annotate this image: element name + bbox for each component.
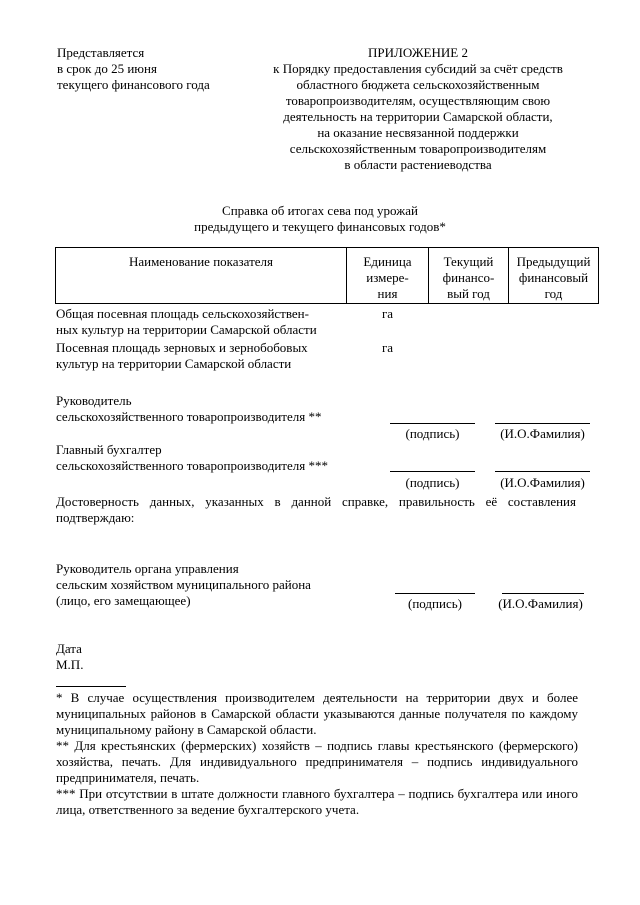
header-unit: Единица измере- ния xyxy=(363,254,412,301)
confirmation-text: Достоверность данных, указанных в данной справке, правильность её составления подтверждаю: xyxy=(56,494,576,525)
footnote-separator xyxy=(56,686,126,687)
stamp-label: М.П. xyxy=(56,657,84,672)
header-indicator-name: Наименование показателя xyxy=(128,254,274,269)
name-caption: (И.О.Фамилия) xyxy=(500,475,585,490)
document-title: Справка об итогах сева под урожай предыдущего и текущего финансовых годов* xyxy=(194,203,446,234)
header-previous-year: Предыдущий финансовый год xyxy=(516,254,591,301)
row-unit: га xyxy=(381,306,394,321)
name-line xyxy=(495,423,590,424)
submission-note: Представляется в срок до 25 июня текущего финансового года xyxy=(57,45,210,92)
signature-caption: (подпись) xyxy=(405,475,460,490)
signature-caption: (подпись) xyxy=(408,596,462,611)
signature-caption: (подпись) xyxy=(405,426,460,441)
name-caption: (И.О.Фамилия) xyxy=(500,426,585,441)
name-line xyxy=(502,593,584,594)
footnote: ** Для крестьянских (фермерских) хозяйств – подпись главы крестьянского (фермерского) хозяйства, печать. Для индивидуального предпринимателя – подпись индивидуального предпринимателя, печать. xyxy=(56,738,578,785)
footnote: *** При отсутствии в штате должности главного бухгалтера – подпись бухгалтера или иного лица, ответственного за ведение бухгалтерского учета. xyxy=(56,786,578,817)
footnote: * В случае осуществления производителем деятельности на территории двух и более муниципальных районов в Самарской области указываются данные получателя по каждому муниципальному району в Самарской области. xyxy=(56,690,578,737)
name-caption: (И.О.Фамилия) xyxy=(498,596,583,611)
signature-line xyxy=(395,593,475,594)
appendix-block: ПРИЛОЖЕНИЕ 2 к Порядку предоставления субсидий за счёт средств областного бюджета сельскохозяйственным товаропроизводителям, осуществляющим свою деятельность на территории Самарской области, на оказание несвязанной поддержки сельскохозяйственным товаропроизводителям в области растениеводства xyxy=(250,45,586,173)
row-unit: га xyxy=(381,340,394,355)
appendix-title: ПРИЛОЖЕНИЕ 2 xyxy=(368,45,468,60)
name-line xyxy=(495,471,590,472)
signature-line xyxy=(390,471,475,472)
header-current-year: Текущий финансо- вый год xyxy=(442,254,495,301)
accountant-signature-label: Главный бухгалтер сельскохозяйственного товаропроизводителя *** xyxy=(56,442,328,473)
head-signature-label: Руководитель сельскохозяйственного товаропроизводителя ** xyxy=(56,393,322,424)
municipal-head-label: Руководитель органа управления сельским хозяйством муниципального района (лицо, его замещающее) xyxy=(56,561,311,608)
table-row: Посевная площадь зерновых и зернобобовых культур на территории Самарской области xyxy=(56,340,308,371)
signature-line xyxy=(390,423,475,424)
footnotes xyxy=(56,690,578,818)
date-label: Дата xyxy=(56,641,82,656)
table-row: Общая посевная площадь сельскохозяйствен- ных культур на территории Самарской области xyxy=(56,306,317,337)
